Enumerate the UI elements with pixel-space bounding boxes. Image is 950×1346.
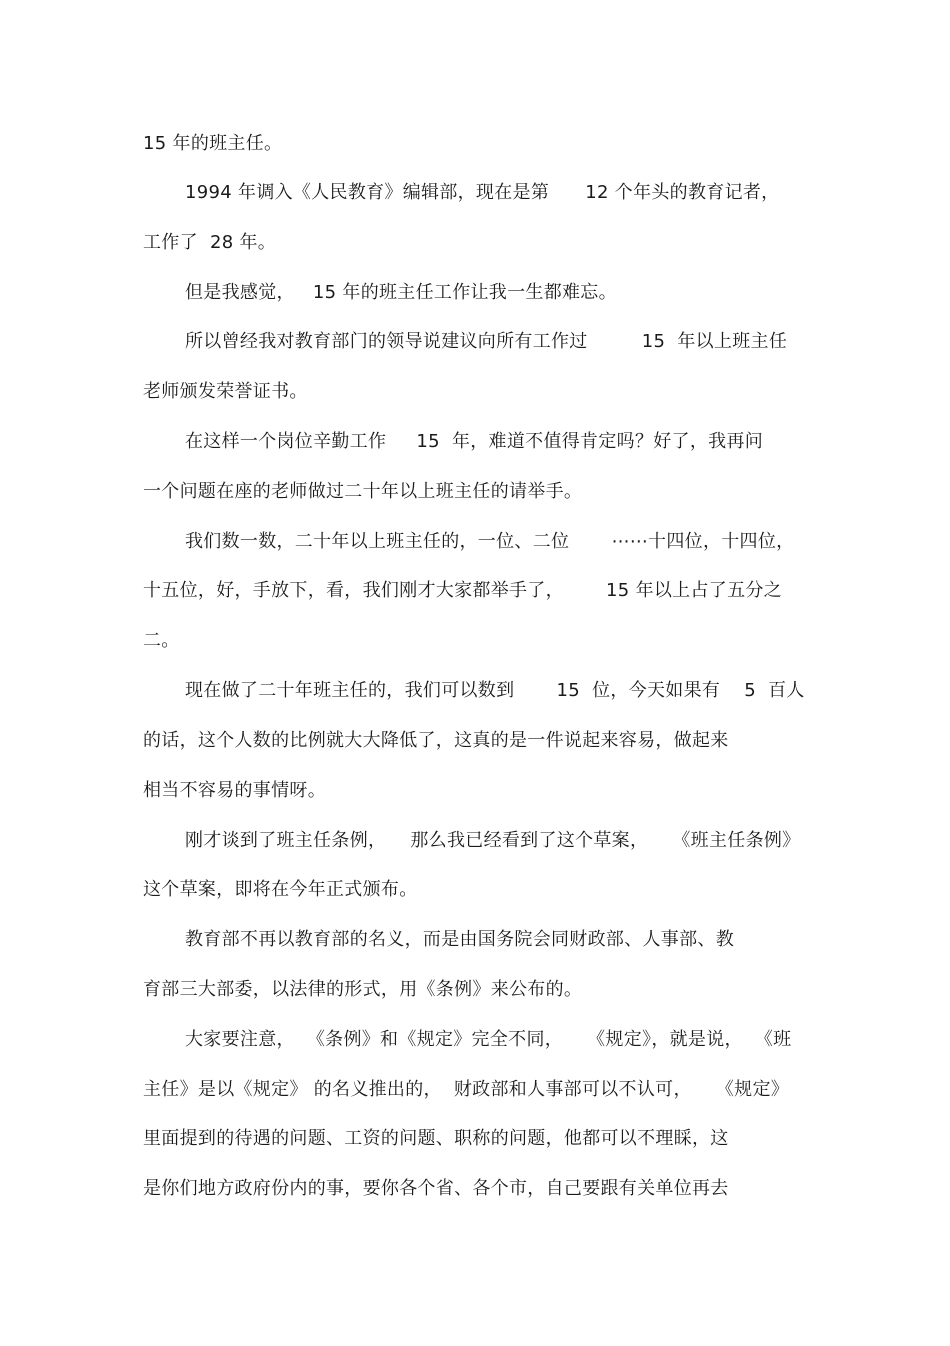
text-line: 一个问题在座的老师做过二十年以上班主任的请举手。 [143, 481, 583, 502]
text-line: 相当不容易的事情呀。 [143, 780, 326, 801]
text-line: 是你们地方政府份内的事，要你各个省、各个市，自己要跟有关单位再去 [143, 1178, 729, 1199]
text-line: 现在做了二十年班主任的，我们可以数到 15 位，今天如果有 5 百人 [185, 680, 805, 701]
text-line: 二。 [143, 630, 180, 651]
text-line: 十五位，好，手放下，看，我们刚才大家都举手了， 15 年以上占了五分之 [143, 580, 782, 601]
text-line: 所以曾经我对教育部门的领导说建议向所有工作过 15 年以上班主任 [185, 331, 788, 352]
text-line: 我们数一数，二十年以上班主任的，一位、二位 ⋯⋯十四位，十四位， [185, 531, 795, 552]
text-line: 1994 年调入《人民教育》编辑部，现在是第 12 个年头的教育记者， [185, 182, 780, 203]
text-line: 教育部不再以教育部的名义，而是由国务院会同财政部、人事部、教 [185, 929, 734, 950]
text-line: 刚才谈到了班主任条例， 那么我已经看到了这个草案， 《班主任条例》 [185, 830, 801, 851]
text-line: 15 年的班主任。 [143, 133, 283, 154]
text-line: 主任》是以《规定》 的名义推出的， 财政部和人事部可以不认可， 《规定》 [143, 1079, 790, 1100]
text-line: 育部三大部委，以法律的形式，用《条例》来公布的。 [143, 979, 583, 1000]
text-line: 大家要注意， 《条例》和《规定》完全不同， 《规定》，就是说， 《班 [185, 1029, 792, 1050]
text-line: 里面提到的待遇的问题、工资的问题、职称的问题，他都可以不理睬，这 [143, 1128, 729, 1149]
text-line: 但是我感觉， 15 年的班主任工作让我一生都难忘。 [185, 282, 617, 303]
text-line: 在这样一个岗位辛勤工作 15 年，难道不值得肯定吗？好了，我再问 [185, 431, 764, 452]
text-line: 老师颁发荣誉证书。 [143, 381, 308, 402]
text-line: 这个草案，即将在今年正式颁布。 [143, 879, 418, 900]
text-line: 的话，这个人数的比例就大大降低了，这真的是一件说起来容易，做起来 [143, 730, 729, 751]
text-line: 工作了 28 年。 [143, 232, 277, 253]
